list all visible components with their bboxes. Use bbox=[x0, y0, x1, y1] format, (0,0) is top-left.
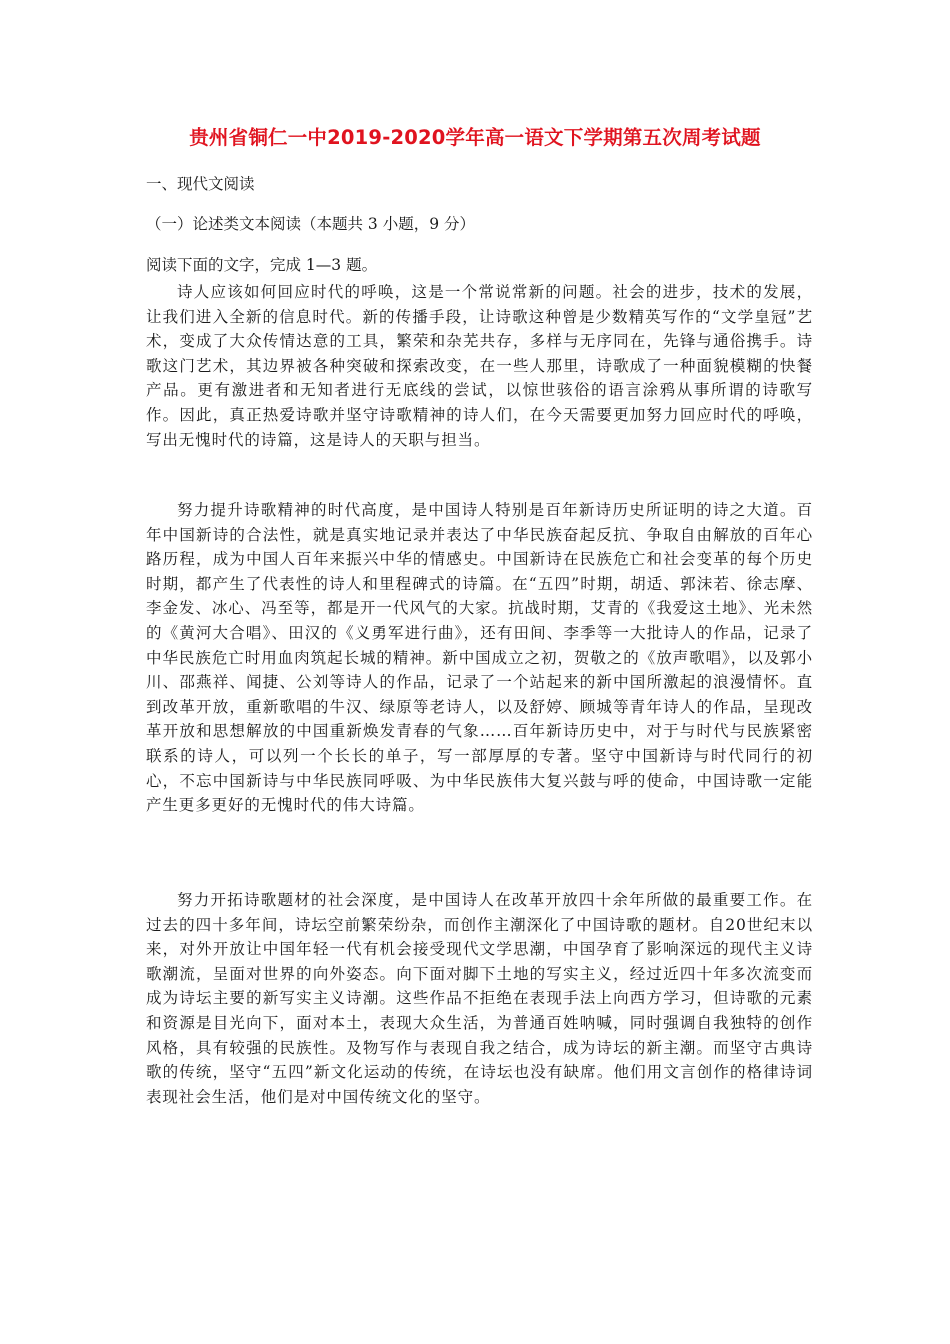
section-heading: 一、现代文阅读 bbox=[146, 175, 255, 193]
paragraph-3: 努力开拓诗歌题材的社会深度，是中国诗人在改革开放四十余年所做的最重要工作。在过去的四十多年间，诗坛空前繁荣纷杂，而创作主潮深化了中国诗歌的题材。自20世纪末以来，对外开放让中国年轻一代有机会接受现代文学思潮，中国孕育了影响深远的现代主义诗歌潮流，呈面对世界的向外姿态。向下面对脚下土地的写实主义，经过近四十年多次流变而成为诗坛主要的新写实主义诗潮。这些作品不拒绝在表现手法上向西方学习，但诗歌的元素和资源是目光向下，面对本土，表现大众生活，为普通百姓呐喊，同时强调自我独特的创作风格，具有较强的民族性。及物写作与表现自我之结合，成为诗坛的新主潮。而坚守古典诗歌的传统，坚守“五四”新文化运动的传统，在诗坛也没有缺席。他们用文言创作的格律诗词表现社会生活，他们是对中国传统文化的坚守。 bbox=[146, 891, 813, 1106]
document-title: 贵州省铜仁一中2019-2020学年高一语文下学期第五次周考试题 bbox=[189, 126, 761, 149]
subsection-heading: （一）论述类文本阅读（本题共 3 小题，9 分） bbox=[146, 215, 476, 233]
paragraph-1: 诗人应该如何回应时代的呼唤，这是一个常说常新的问题。社会的进步，技术的发展，让我们进入全新的信息时代。新的传播手段，让诗歌这种曾是少数精英写作的“文学皇冠”艺术，变成了大众传情达意的工具，繁荣和杂芜共存，多样与无序同在，先锋与通俗携手。诗歌这门艺术，其边界被各种突破和探索改变，在一些人那里，诗歌成了一种面貌模糊的快餐产品。更有激进者和无知者进行无底线的尝试，以惊世骇俗的语言涂鸦从事所谓的诗歌写作。因此，真正热爱诗歌并坚守诗歌精神的诗人们，在今天需要更加努力回应时代的呼唤，写出无愧时代的诗篇，这是诗人的天职与担当。 bbox=[146, 283, 813, 449]
reading-instruction: 阅读下面的文字，完成 1—3 题。 bbox=[146, 256, 378, 274]
paragraph-2: 努力提升诗歌精神的时代高度，是中国诗人特别是百年新诗历史所证明的诗之大道。百年中国新诗的合法性，就是真实地记录并表达了中华民族奋起反抗、争取自由解放的百年心路历程，成为中国人百年来振兴中华的情感史。中国新诗在民族危亡和社会变革的每个历史时期，都产生了代表性的诗人和里程碑式的诗篇。在“五四”时期，胡适、郭沫若、徐志摩、李金发、冰心、冯至等，都是开一代风气的大家。抗战时期，艾青的《我爱这土地》、光未然的《黄河大合唱》、田汉的《义勇军进行曲》，还有田间、李季等一大批诗人的作品，记录了中华民族危亡时用血肉筑起长城的精神。新中国成立之初，贺敬之的《放声歌唱》，以及郭小川、邵燕祥、闻捷、公刘等诗人的作品，记录了一个站起来的新中国所激起的浪漫情怀。直到改革开放，重新歌唱的牛汉、绿原等老诗人，以及舒婷、顾城等青年诗人的作品，呈现改革开放和思想解放的中国重新焕发青春的气象……百年新诗历史中，对于与时代与民族紧密联系的诗人，可以列一个长长的单子，写一部厚厚的专著。坚守中国新诗与时代同行的初心，不忘中国新诗与中华民族同呼吸、为中华民族伟大复兴鼓与呼的使命，中国诗歌一定能产生更多更好的无愧时代的伟大诗篇。 bbox=[146, 501, 813, 815]
